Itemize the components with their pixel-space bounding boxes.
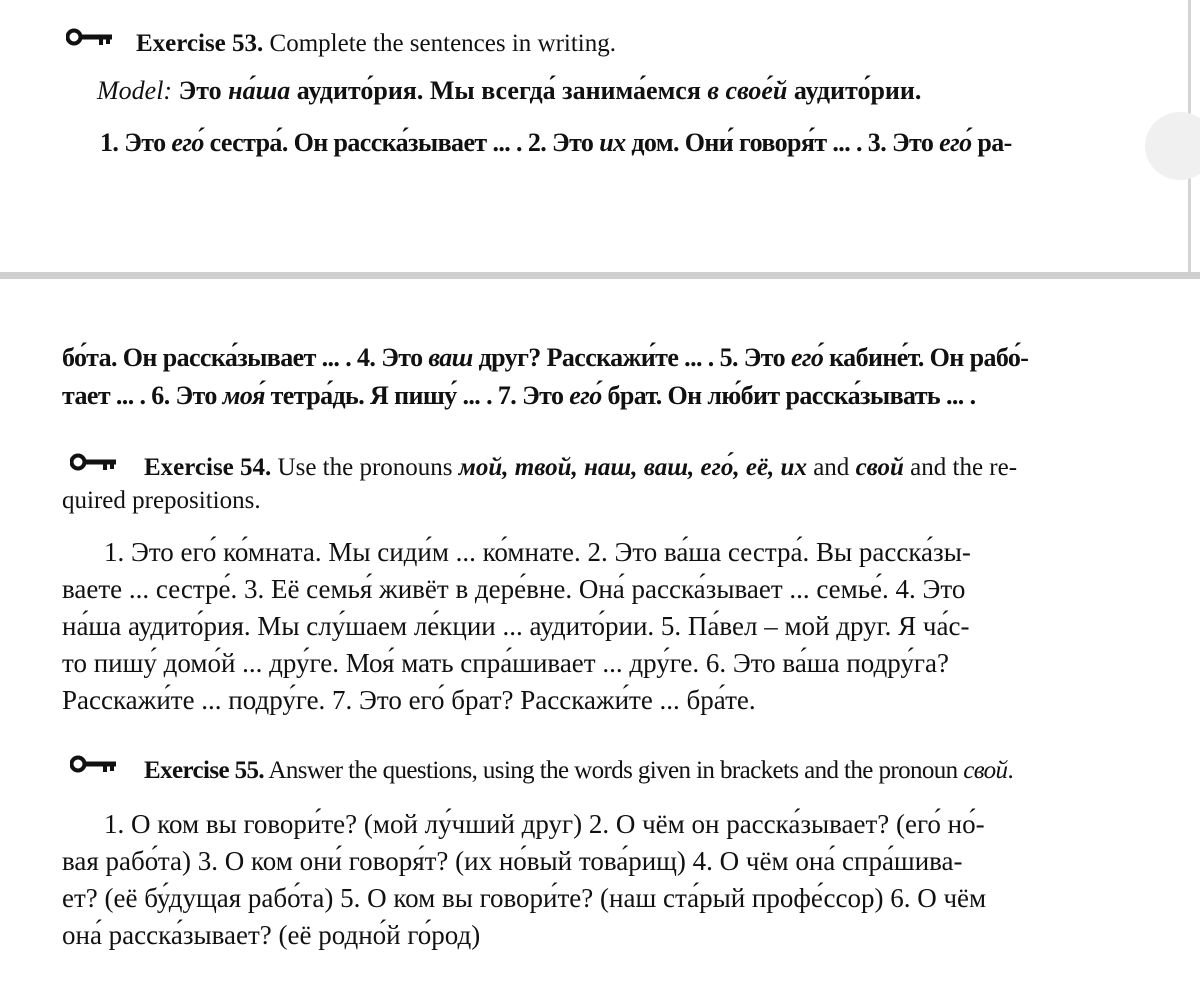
emph-run: его́ — [171, 128, 204, 157]
exercise-55-line: она́ расска́зывает? (её родно́й го́род) — [62, 920, 481, 950]
model-text-3: аудито́рии. — [787, 76, 922, 105]
emph-run: его́ — [569, 381, 602, 410]
text-run: брат. Он лю́бит расска́зывать ... . — [601, 381, 976, 410]
text-run: кабине́т. Он рабо́- — [823, 343, 1029, 372]
exercise-54-line: ваете ... сестре́. 3. Её семья́ живёт в дере́вне. Она́ расска́зывает ... семье́. 4. Это — [62, 574, 966, 604]
model-label: Model: — [97, 76, 173, 105]
exercise-54-line: то пишу́ домо́й ... дру́ге. Моя́ мать спра́шивает ... дру́ге. 6. Это ва́ша подру́га? — [62, 648, 949, 678]
exercise-55-line: вая рабо́та) 3. О ком они́ говоря́т? (их но́вый това́рищ) 4. О чём она́ спра́шива- — [62, 846, 963, 876]
emph-run: моя́ — [222, 381, 265, 410]
emph-run: его́ — [790, 343, 824, 372]
exercise-53-cont-line-1 — [62, 343, 1028, 373]
exercise-55-line: ет? (её бу́дущая рабо́та) 5. О ком вы говори́те? (наш ста́рый профе́ссор) 6. О чём — [62, 883, 987, 913]
text-run: друг? Расскажи́те ... . 5. Это — [472, 343, 791, 372]
exercise-54-line: 1. Это его́ ко́мната. Мы сиди́м ... ко́мнате. 2. Это ва́ша сестра́. Вы расска́зы- — [104, 537, 971, 567]
exercise-55-number: Exercise 55. — [144, 757, 265, 784]
pronoun-svoy: свой — [855, 454, 904, 481]
instruction-text: Answer the questions, using the words given in brackets and the pronoun — [264, 757, 964, 784]
page-corner-shadow — [1145, 112, 1200, 180]
instruction-text: and — [806, 454, 856, 481]
exercise-54-header — [144, 454, 1017, 482]
instruction-text: and the re- — [903, 454, 1018, 481]
text-run: тетра́дь. Я пишу́ ... . 7. Это — [264, 381, 570, 410]
exercise-55-line: 1. О ком вы говори́те? (мой лу́чший друг) 2. О чём он расска́зывает? (его́ но́- — [104, 809, 985, 839]
pronoun-list: мой, твой, наш, ваш, его́, её, их — [458, 454, 807, 481]
key-icon — [70, 452, 118, 472]
model-emph-2: в свое́й — [707, 76, 788, 105]
exercise-55-header — [144, 757, 1013, 785]
instruction-text: Use the pronouns — [271, 454, 459, 481]
text-run: тает ... . 6. Это — [62, 381, 223, 410]
model-text-2: аудито́рия. Мы всегда́ занима́емся — [290, 76, 708, 105]
text-run: бо́та. Он расска́зывает ... . 4. Это — [62, 343, 429, 372]
pronoun-svoy: свой — [963, 757, 1008, 784]
text-run: ра- — [971, 128, 1012, 157]
text-run: дом. Они́ говоря́т ... . 3. Это — [625, 128, 940, 157]
exercise-53-items-line-1 — [100, 128, 1012, 158]
emph-run: ваш — [428, 343, 473, 372]
model-text-1: Это — [178, 76, 229, 105]
text-run: сестра́. Он расска́зывает ... . 2. Это — [203, 128, 600, 157]
page-gap — [0, 272, 1200, 279]
exercise-53-cont-line-2 — [62, 381, 975, 411]
model-emph-1: на́ша — [228, 76, 291, 105]
key-icon — [70, 754, 118, 774]
exercise-53-instruction: Complete the sentences in writing. — [269, 30, 616, 57]
emph-run: их — [599, 128, 626, 157]
exercise-54-line: на́ша аудито́рия. Мы слу́шаем ле́кции ... аудито́рии. 5. Па́вел – мой друг. Я ча́с- — [62, 611, 970, 641]
exercise-54-instruction-line-2: quired prepositions. — [62, 487, 261, 514]
instruction-text: . — [1007, 757, 1014, 784]
exercise-53-model — [97, 76, 921, 106]
exercise-54-number: Exercise 54. — [144, 454, 272, 481]
emph-run: его́ — [939, 128, 972, 157]
exercise-53-number: Exercise 53. — [136, 30, 264, 57]
exercise-54-line: Расскажи́те ... подру́ге. 7. Это его́ брат? Расскажи́те ... бра́те. — [62, 685, 756, 715]
text-run: 1. Это — [100, 128, 172, 157]
key-icon — [66, 27, 114, 47]
bottom-page — [0, 279, 1200, 987]
exercise-53-header — [136, 30, 616, 58]
top-page — [0, 0, 1191, 272]
